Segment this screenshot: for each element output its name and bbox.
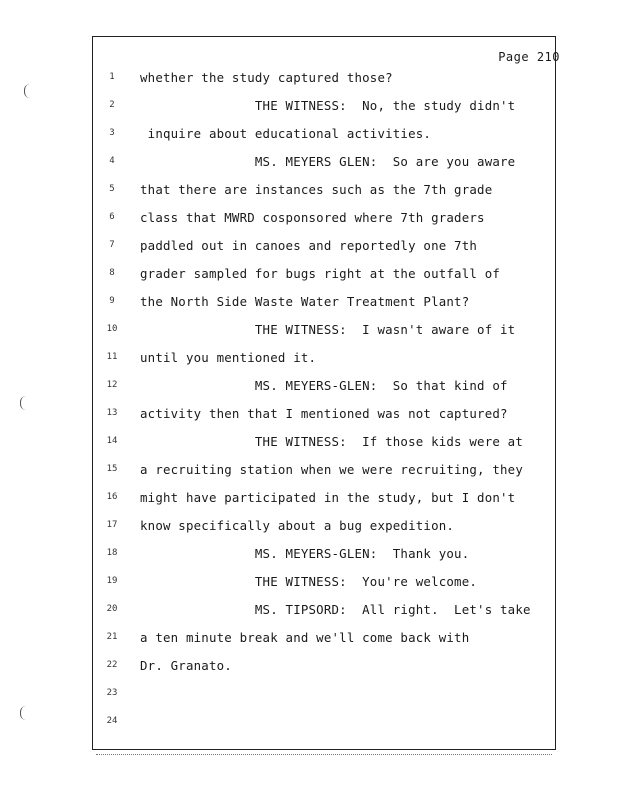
page-number: Page 210 <box>498 50 560 64</box>
line-number: 15 <box>106 464 118 474</box>
transcript-line <box>92 98 562 118</box>
line-text: activity then that I mentioned was not captured? <box>140 406 508 421</box>
line-number: 11 <box>106 352 118 362</box>
line-number: 23 <box>106 688 118 698</box>
line-number: 4 <box>109 156 115 166</box>
margin-punch-mark <box>20 396 29 410</box>
transcript-line <box>92 378 562 398</box>
transcript-line <box>92 294 562 314</box>
transcript-line <box>92 322 562 342</box>
line-number: 3 <box>109 128 115 138</box>
line-number: 2 <box>109 100 115 110</box>
line-text: MS. MEYERS-GLEN: So that kind of <box>140 378 508 393</box>
line-number: 8 <box>109 268 115 278</box>
line-text: grader sampled for bugs right at the outfall of <box>140 266 501 281</box>
line-text: MS. MEYERS-GLEN: Thank you. <box>140 546 470 561</box>
margin-punch-mark <box>24 84 33 98</box>
line-text: THE WITNESS: If those kids were at <box>140 434 523 449</box>
transcript-line <box>92 266 562 286</box>
line-text: whether the study captured those? <box>140 70 393 85</box>
line-text: paddled out in canoes and reportedly one 7th <box>140 238 478 253</box>
line-text: a ten minute break and we'll come back with <box>140 630 470 645</box>
line-text: inquire about educational activities. <box>140 126 432 141</box>
transcript-line <box>92 350 562 370</box>
line-text: THE WITNESS: You're welcome. <box>140 574 478 589</box>
transcript-line <box>92 602 562 622</box>
line-number: 13 <box>106 408 118 418</box>
line-number: 18 <box>106 548 118 558</box>
line-number: 16 <box>106 492 118 502</box>
line-text: that there are instances such as the 7th grade <box>140 182 493 197</box>
transcript-line <box>92 126 562 146</box>
line-text: until you mentioned it. <box>140 350 317 365</box>
transcript-line <box>92 406 562 426</box>
line-number: 9 <box>109 296 115 306</box>
line-text: MS. TIPSORD: All right. Let's take <box>140 602 531 617</box>
transcript-line <box>92 210 562 230</box>
line-number: 10 <box>106 324 118 334</box>
line-number: 20 <box>106 604 118 614</box>
transcript-line <box>92 182 562 202</box>
transcript-line <box>92 434 562 454</box>
line-number: 21 <box>106 632 118 642</box>
transcript-line <box>92 546 562 566</box>
line-number: 24 <box>106 716 118 726</box>
line-number: 17 <box>106 520 118 530</box>
transcript-line <box>92 714 562 734</box>
line-number: 6 <box>109 212 115 222</box>
transcript-line <box>92 490 562 510</box>
line-text: a recruiting station when we were recruiting, they <box>140 462 523 477</box>
line-text: know specifically about a bug expedition. <box>140 518 455 533</box>
transcript-line <box>92 630 562 650</box>
transcript-line <box>92 462 562 482</box>
line-text: Dr. Granato. <box>140 658 232 673</box>
line-text: THE WITNESS: I wasn't aware of it <box>140 322 516 337</box>
transcript-line <box>92 658 562 678</box>
line-number: 7 <box>109 240 115 250</box>
transcript-line <box>92 686 562 706</box>
transcript-line <box>92 518 562 538</box>
line-text: class that MWRD cosponsored where 7th graders <box>140 210 485 225</box>
transcript-line <box>92 238 562 258</box>
transcript-line <box>92 154 562 174</box>
line-number: 12 <box>106 380 118 390</box>
line-number: 14 <box>106 436 118 446</box>
line-number: 19 <box>106 576 118 586</box>
margin-punch-mark <box>20 706 29 720</box>
footer-rule <box>96 754 552 761</box>
line-number: 5 <box>109 184 115 194</box>
transcript-line <box>92 70 562 90</box>
line-text: MS. MEYERS GLEN: So are you aware <box>140 154 516 169</box>
line-text: THE WITNESS: No, the study didn't <box>140 98 516 113</box>
line-text: might have participated in the study, but I don't <box>140 490 516 505</box>
line-number: 22 <box>106 660 118 670</box>
transcript-line <box>92 574 562 594</box>
line-text: the North Side Waste Water Treatment Plant? <box>140 294 470 309</box>
line-number: 1 <box>109 72 115 82</box>
